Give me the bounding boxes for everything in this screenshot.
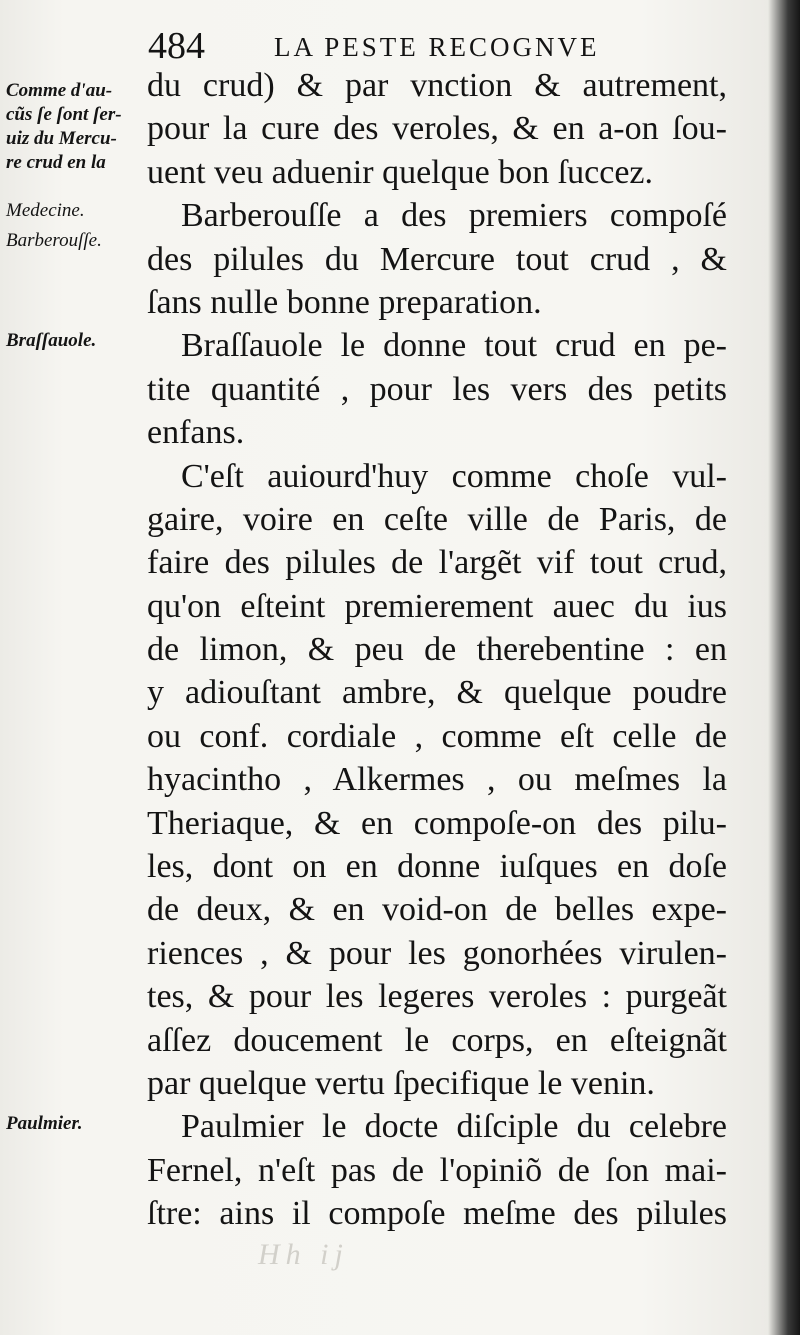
text-line: ſans nulle bonne preparation. [147,283,542,321]
margin-note: Barberouſſe. [6,230,102,251]
margin-note: Braſſauole. [6,330,97,351]
text-line: enfans. [147,414,245,452]
margin-note: re crud en la [6,152,106,173]
text-line: qu'on eſteint premierement auec du ius [147,587,727,625]
text-line: Paulmier le docte diſciple du celebre [181,1108,727,1146]
text-line: les, dont on en donne iuſques en doſe [147,848,727,886]
text-line: ou conf. cordiale , comme eſt celle de [147,717,727,755]
margin-note: Medecine. [6,200,85,221]
text-line: C'eſt auiourd'huy comme choſe vul- [181,457,727,495]
text-line: de limon, & peu de therebentine : en [147,631,727,669]
margin-note: Comme d'au- [6,80,113,101]
signature-mark: Hh ij [258,1238,349,1271]
text-line: Braſſauole le donne tout crud en pe- [181,327,727,365]
text-line: par quelque vertu ſpecifique le venin. [147,1064,655,1102]
text-line: Theriaque, & en compoſe-on des pilu- [147,804,727,842]
text-line: faire des pilules de l'argẽt vif tout crud, [147,544,727,582]
body-text [147,64,727,1236]
text-line: riences , & pour les gonorhées virulen- [147,934,727,972]
text-line: tes, & pour les legeres veroles : purgeãt [147,978,727,1016]
text-line: aſſez doucement le corps, en eſteignãt [147,1021,727,1059]
margin-note: cũs ſe ſont ſer- [6,104,122,125]
text-line: y adiouſtant ambre, & quelque poudre [147,674,727,712]
margin-note: Paulmier. [6,1113,83,1134]
text-line: de deux, & en void-on de belles expe- [147,891,727,929]
running-title: LA PESTE RECOGNVE [274,32,600,62]
margin-note: uiz du Mercu- [6,128,117,149]
text-line: du crud) & par vnction & autrement, [147,67,727,104]
text-line: pour la cure des veroles, & en a-on ſou- [147,110,727,148]
text-line: hyacintho , Alkermes , ou meſmes la [147,761,727,799]
page-number: 484 [148,25,205,67]
text-line: Barberouſſe a des premiers compoſé [181,197,727,235]
text-line: ſtre: ains il compoſe meſme des pilules [147,1195,727,1233]
text-line: Fernel, n'eſt pas de l'opiniõ de ſon mai- [147,1151,727,1189]
text-line: tite quantité , pour les vers des petits [147,370,727,408]
text-line: des pilules du Mercure tout crud , & [147,240,727,278]
text-line: gaire, voire en ceſte ville de Paris, de [147,500,727,538]
text-line: uent veu aduenir quelque bon ſuccez. [147,153,654,191]
